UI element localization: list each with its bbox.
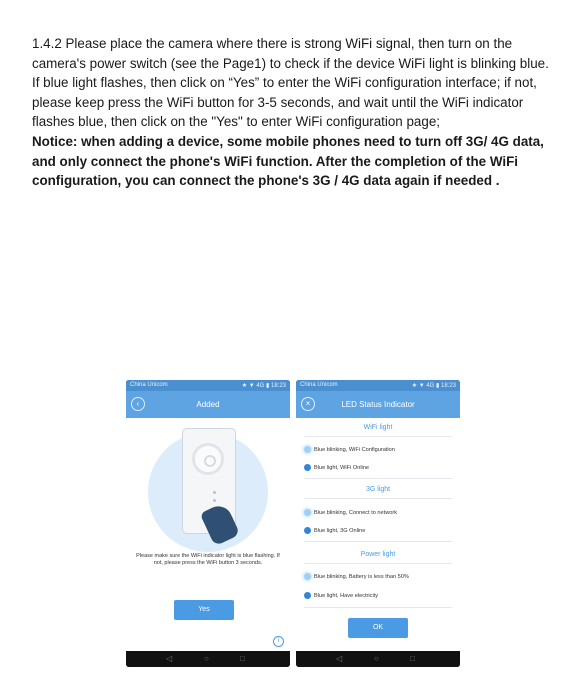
nav-back-icon[interactable]: ◁	[336, 654, 343, 663]
nav-recent-icon[interactable]: □	[410, 654, 415, 663]
nav-home-icon[interactable]: ○	[374, 654, 379, 663]
led-item: Blue light, Have electricity	[314, 593, 379, 599]
screen-title: Added	[196, 400, 220, 409]
blue-solid-bulb-icon	[304, 527, 311, 534]
step-text: 1.4.2 Please place the camera where there is strong WiFi signal, then turn on the camera's power switch (see the Page1) to check if the device WiFi light is blinking blue. If blue light flashes, then click on “Yes” to enter the WiFi configuration interface; if not, please keep press the WiFi button for 3-5 seconds, and wait until the WiFi indicator flashes blue, then click on the "Yes" to enter WiFi configuration page;	[32, 36, 549, 130]
divider	[304, 498, 452, 499]
led-item: Blue light, WiFi Online	[314, 465, 370, 471]
close-icon[interactable]: ×	[301, 397, 315, 411]
divider	[304, 478, 452, 479]
ok-button[interactable]: OK	[348, 618, 408, 638]
back-icon[interactable]: ‹	[131, 397, 145, 411]
led-dot	[213, 491, 216, 494]
instruction-paragraph	[32, 34, 552, 191]
led-item: Blue blinking, Battery is less than 50%	[314, 574, 409, 580]
section-heading-3g: 3G light	[365, 486, 391, 493]
title-bar	[296, 391, 460, 418]
nav-bar	[126, 651, 290, 667]
notice-text: Notice: when adding a device, some mobile phones need to turn off 3G/ 4G data, and only connect the phone's WiFi function. After the completion of the WiFi configuration, you can connect the phone's 3G / 4G data again if needed .	[32, 133, 544, 189]
led-dot	[213, 499, 216, 502]
divider	[304, 607, 452, 608]
screen-title: LED Status Indicator	[341, 400, 415, 409]
divider	[304, 436, 452, 437]
divider	[304, 541, 452, 542]
divider	[304, 563, 452, 564]
led-item: Blue light, 3G Online	[314, 528, 366, 534]
phone-screenshot-led-status	[296, 380, 460, 667]
status-icons: ★ ▼ 4G ▮ 18:23	[411, 383, 456, 389]
nav-recent-icon[interactable]: □	[240, 654, 245, 663]
blue-blinking-bulb-icon	[304, 573, 311, 580]
camera-lens-icon	[192, 443, 224, 475]
nav-back-icon[interactable]: ◁	[166, 654, 173, 663]
status-icons: ★ ▼ 4G ▮ 18:23	[241, 383, 286, 389]
carrier-label: China Unicom	[130, 382, 168, 388]
blue-blinking-bulb-icon	[304, 446, 311, 453]
instruction-text: Please make sure the WiFi indicator light is blue flashing. If not, please press the WiFi button 3 seconds.	[136, 553, 280, 566]
blue-solid-bulb-icon	[304, 464, 311, 471]
phone-screenshot-added	[126, 380, 290, 667]
status-bar	[296, 380, 460, 391]
yes-button[interactable]: Yes	[174, 600, 234, 620]
led-item: Blue blinking, Connect to network	[314, 510, 398, 516]
status-bar	[126, 380, 290, 391]
info-icon[interactable]: i	[273, 636, 284, 647]
section-heading-wifi: WiFi light	[363, 424, 393, 431]
blue-solid-bulb-icon	[304, 592, 311, 599]
screen-content	[126, 418, 290, 651]
section-heading-power: Power light	[360, 551, 396, 558]
carrier-label: China Unicom	[300, 382, 338, 388]
title-bar	[126, 391, 290, 418]
screen-content	[296, 418, 460, 651]
nav-home-icon[interactable]: ○	[204, 654, 209, 663]
nav-bar	[296, 651, 460, 667]
led-item: Blue blinking, WiFi Configuration	[314, 447, 395, 453]
blue-blinking-bulb-icon	[304, 509, 311, 516]
